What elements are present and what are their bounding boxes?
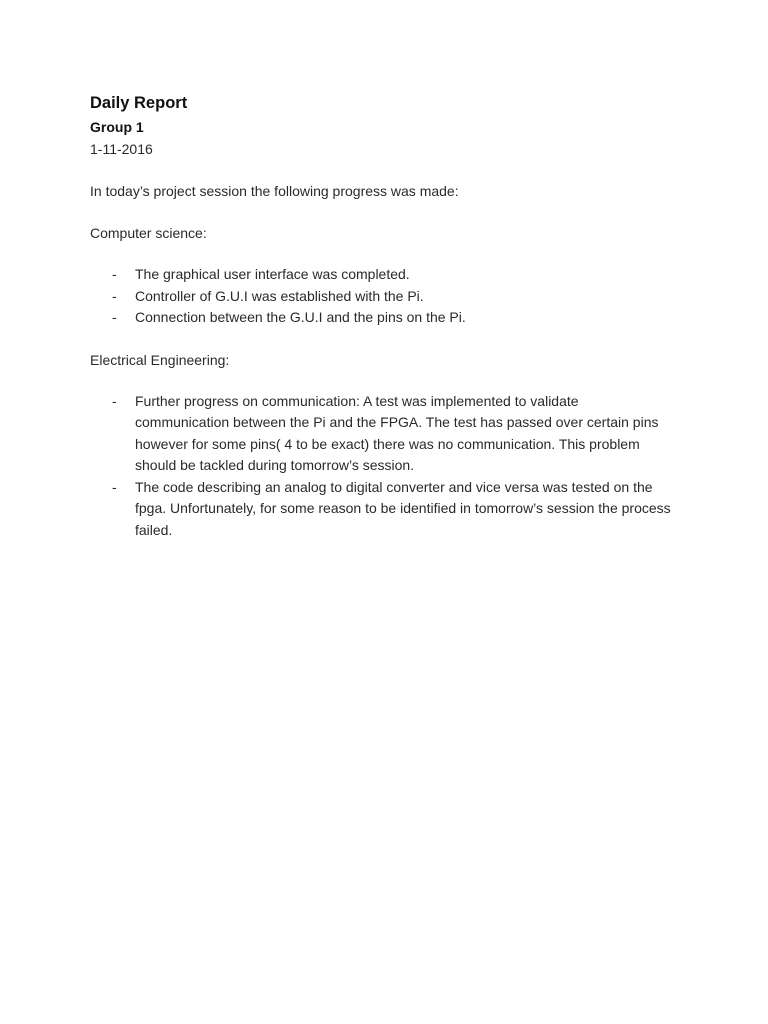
report-date: 1-11-2016 [90, 141, 153, 157]
list-item [90, 477, 675, 542]
electrical-engineering-list [90, 391, 678, 542]
section-heading-computer-science: Computer science: [90, 225, 207, 241]
bullet-dash: - [112, 287, 117, 304]
list-item [90, 264, 675, 286]
list-item-text: Controller of G.U.I was established with the Pi. [135, 287, 424, 304]
bullet-dash: - [112, 478, 117, 495]
list-item [90, 307, 675, 329]
list-item-text: The graphical user interface was completed. [135, 266, 410, 282]
list-item-text: Connection between the G.U.I and the pins on the Pi. [135, 309, 466, 325]
section-heading-electrical-engineering: Electrical Engineering: [90, 351, 230, 368]
bullet-dash: - [112, 266, 117, 282]
intro-paragraph: In today’s project session the following progress was made: [90, 183, 459, 199]
document-title: Daily Report [90, 94, 188, 112]
bullet-dash: - [112, 392, 117, 409]
list-item [90, 391, 675, 477]
bullet-dash: - [112, 309, 117, 325]
list-item-text: The code describing an analog to digital converter and vice versa was tested on the fpga. Unfortunately, for some reason to be identified in tomorrow’s session the process failed. [135, 478, 671, 538]
list-item [90, 286, 675, 308]
list-item-text: Further progress on communication: A test was implemented to validate communication between the Pi and the FPGA. The test has passed over certain pins however for some pins( 4 to be exact) there was no communication. This problem should be tackled during tomorrow’s session. [135, 392, 659, 473]
computer-science-list [90, 264, 678, 329]
group-label: Group 1 [90, 119, 144, 135]
